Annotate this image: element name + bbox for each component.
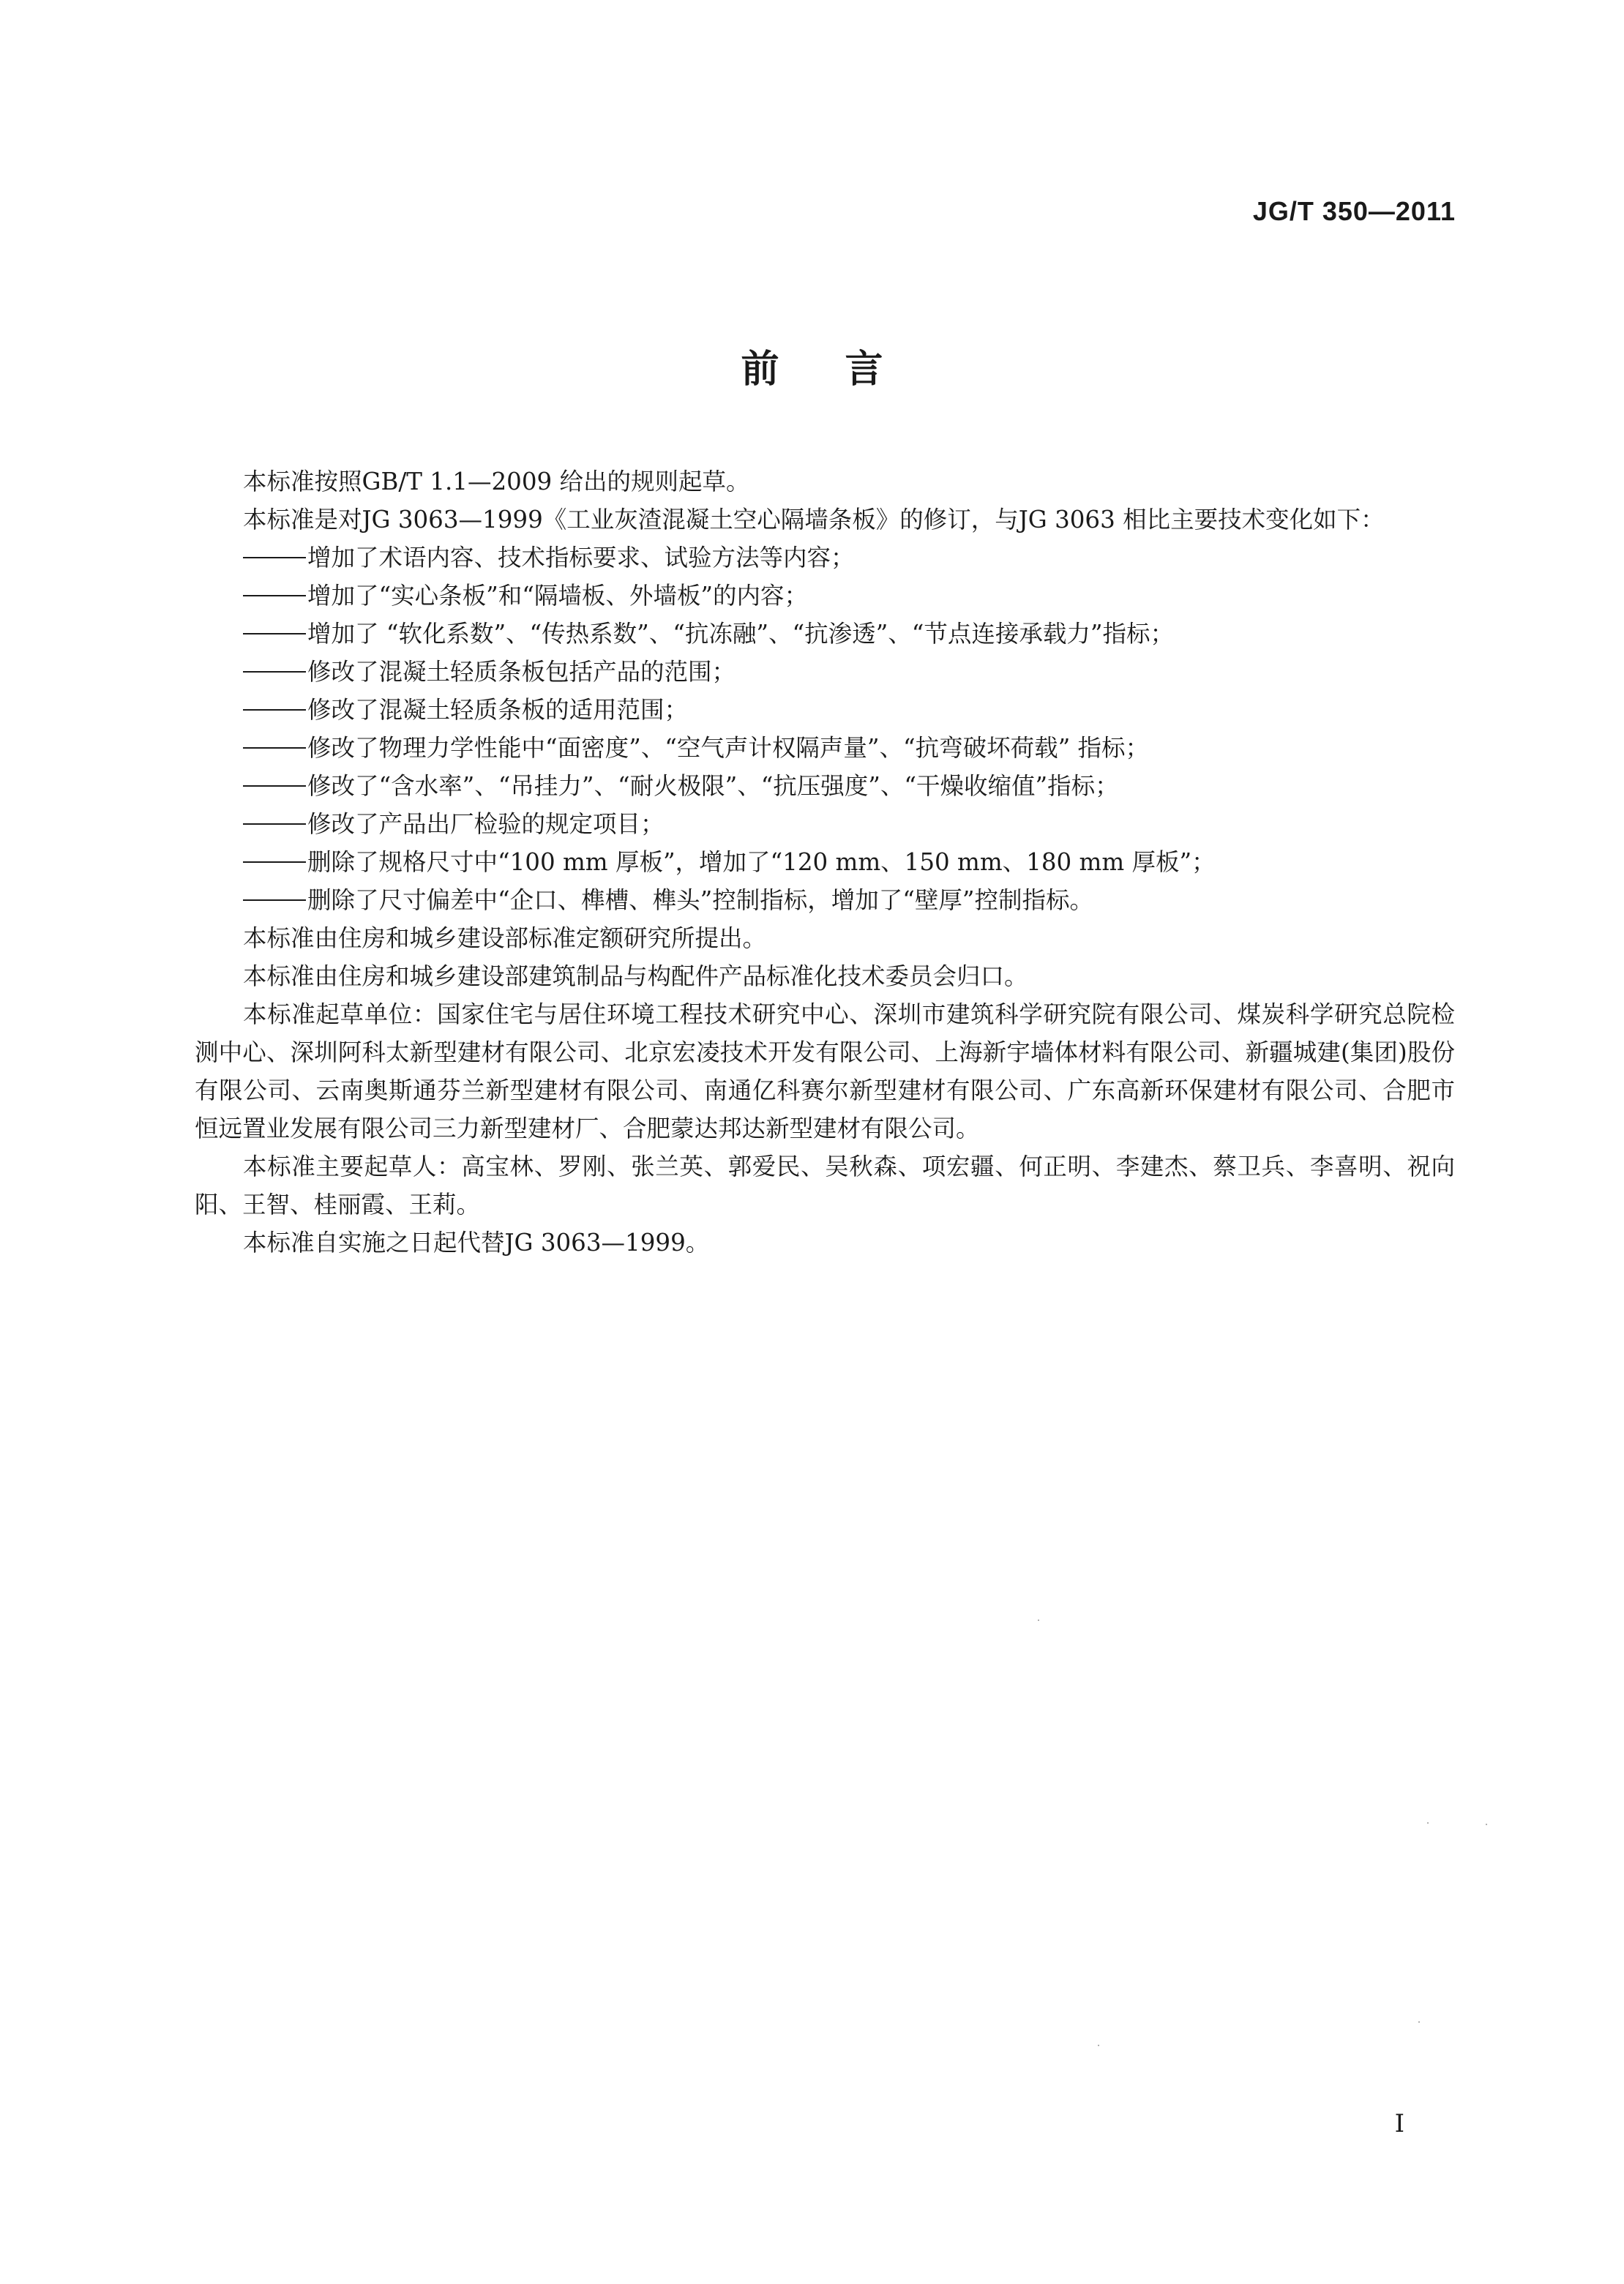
paragraph-proposer: 本标准由住房和城乡建设部标准定额研究所提出。: [243, 924, 767, 952]
paragraph-replacement: 本标准自实施之日起代替JG 3063—1999。: [243, 1229, 710, 1257]
dash-marker: [243, 747, 306, 749]
page-title: 前言: [741, 348, 949, 392]
list-item: [195, 577, 1455, 615]
scan-speck: [1486, 1824, 1487, 1825]
list-item-text: 修改了“含水率”、“吊挂力”、“耐火极限”、“抗压强度”、“干燥收缩值”指标；: [307, 772, 1119, 800]
foreword-body: [195, 463, 1455, 1262]
scan-speck: [1038, 1620, 1039, 1621]
list-item: [195, 729, 1455, 767]
scan-speck: [1098, 2045, 1099, 2046]
list-item-text: 增加了“实心条板”和“隔墙板、外墙板”的内容；: [307, 582, 808, 610]
paragraph-revision-intro: 本标准是对JG 3063—1999《工业灰渣混凝土空心隔墙条板》的修订，与JG 3063 相比主要技术变化如下：: [243, 506, 1385, 533]
list-item: [195, 881, 1455, 919]
list-item-text: 增加了术语内容、技术指标要求、试验方法等内容；: [307, 544, 855, 572]
list-item-text: 删除了规格尺寸中“100 mm 厚板”，增加了“120 mm、150 mm、180 mm 厚板”；: [307, 848, 1216, 876]
dash-marker: [243, 595, 306, 596]
technical-changes-list: [195, 539, 1455, 919]
list-item-text: 修改了混凝土轻质条板包括产品的范围；: [307, 658, 736, 686]
list-item: [195, 691, 1455, 729]
list-item-text: 修改了混凝土轻质条板的适用范围；: [307, 696, 689, 724]
list-item: [195, 615, 1455, 653]
list-item-text: 增加了 “软化系数”、“传热系数”、“抗冻融”、“抗渗透”、“节点连接承载力”指标；: [307, 620, 1174, 648]
list-item-text: 修改了产品出厂检验的规定项目；: [307, 810, 665, 838]
paragraph-drafting-units: 本标准起草单位：国家住宅与居住环境工程技术研究中心、深圳市建筑科学研究院有限公司、煤炭科学研究总院检测中心、深圳阿科太新型建材有限公司、北京宏凌技术开发有限公司、上海新宇墙体材料有限公司、新疆城建(集团)股份有限公司、云南奥斯通芬兰新型建材有限公司、南通亿科赛尔新型建材有限公司、广东高新环保建材有限公司、合肥市恒远置业发展有限公司三力新型建材厂、合肥蒙达邦达新型建材有限公司。: [195, 1000, 1455, 1142]
list-item: [195, 805, 1455, 843]
paragraph-drafting-rules: 本标准按照GB/T 1.1—2009 给出的规则起草。: [243, 468, 750, 495]
dash-marker: [243, 899, 306, 901]
dash-marker: [243, 861, 306, 863]
list-item: [195, 653, 1455, 691]
standard-code: JG/T 350—2011: [1252, 196, 1456, 226]
scan-speck: [1418, 2021, 1420, 2023]
dash-marker: [243, 709, 306, 711]
list-item-text: 修改了物理力学性能中“面密度”、“空气声计权隔声量”、“抗弯破坏荷载” 指标；: [307, 734, 1150, 762]
dash-marker: [243, 785, 306, 787]
dash-marker: [243, 557, 306, 558]
dash-marker: [243, 671, 306, 673]
list-item: [195, 843, 1455, 881]
list-item: [195, 539, 1455, 577]
dash-marker: [243, 823, 306, 825]
page-number: I: [1394, 2109, 1404, 2138]
list-item: [195, 767, 1455, 805]
list-item-text: 删除了尺寸偏差中“企口、榫槽、榫头”控制指标，增加了“壁厚”控制指标。: [307, 886, 1093, 914]
scan-speck: [1427, 1822, 1429, 1824]
dash-marker: [243, 633, 306, 634]
paragraph-drafters: 本标准主要起草人：高宝林、罗刚、张兰英、郭爱民、吴秋森、项宏疆、何正明、李建杰、蔡卫兵、李喜明、祝向阳、王智、桂丽霞、王莉。: [195, 1153, 1455, 1218]
paragraph-committee: 本标准由住房和城乡建设部建筑制品与构配件产品标准化技术委员会归口。: [243, 962, 1028, 990]
